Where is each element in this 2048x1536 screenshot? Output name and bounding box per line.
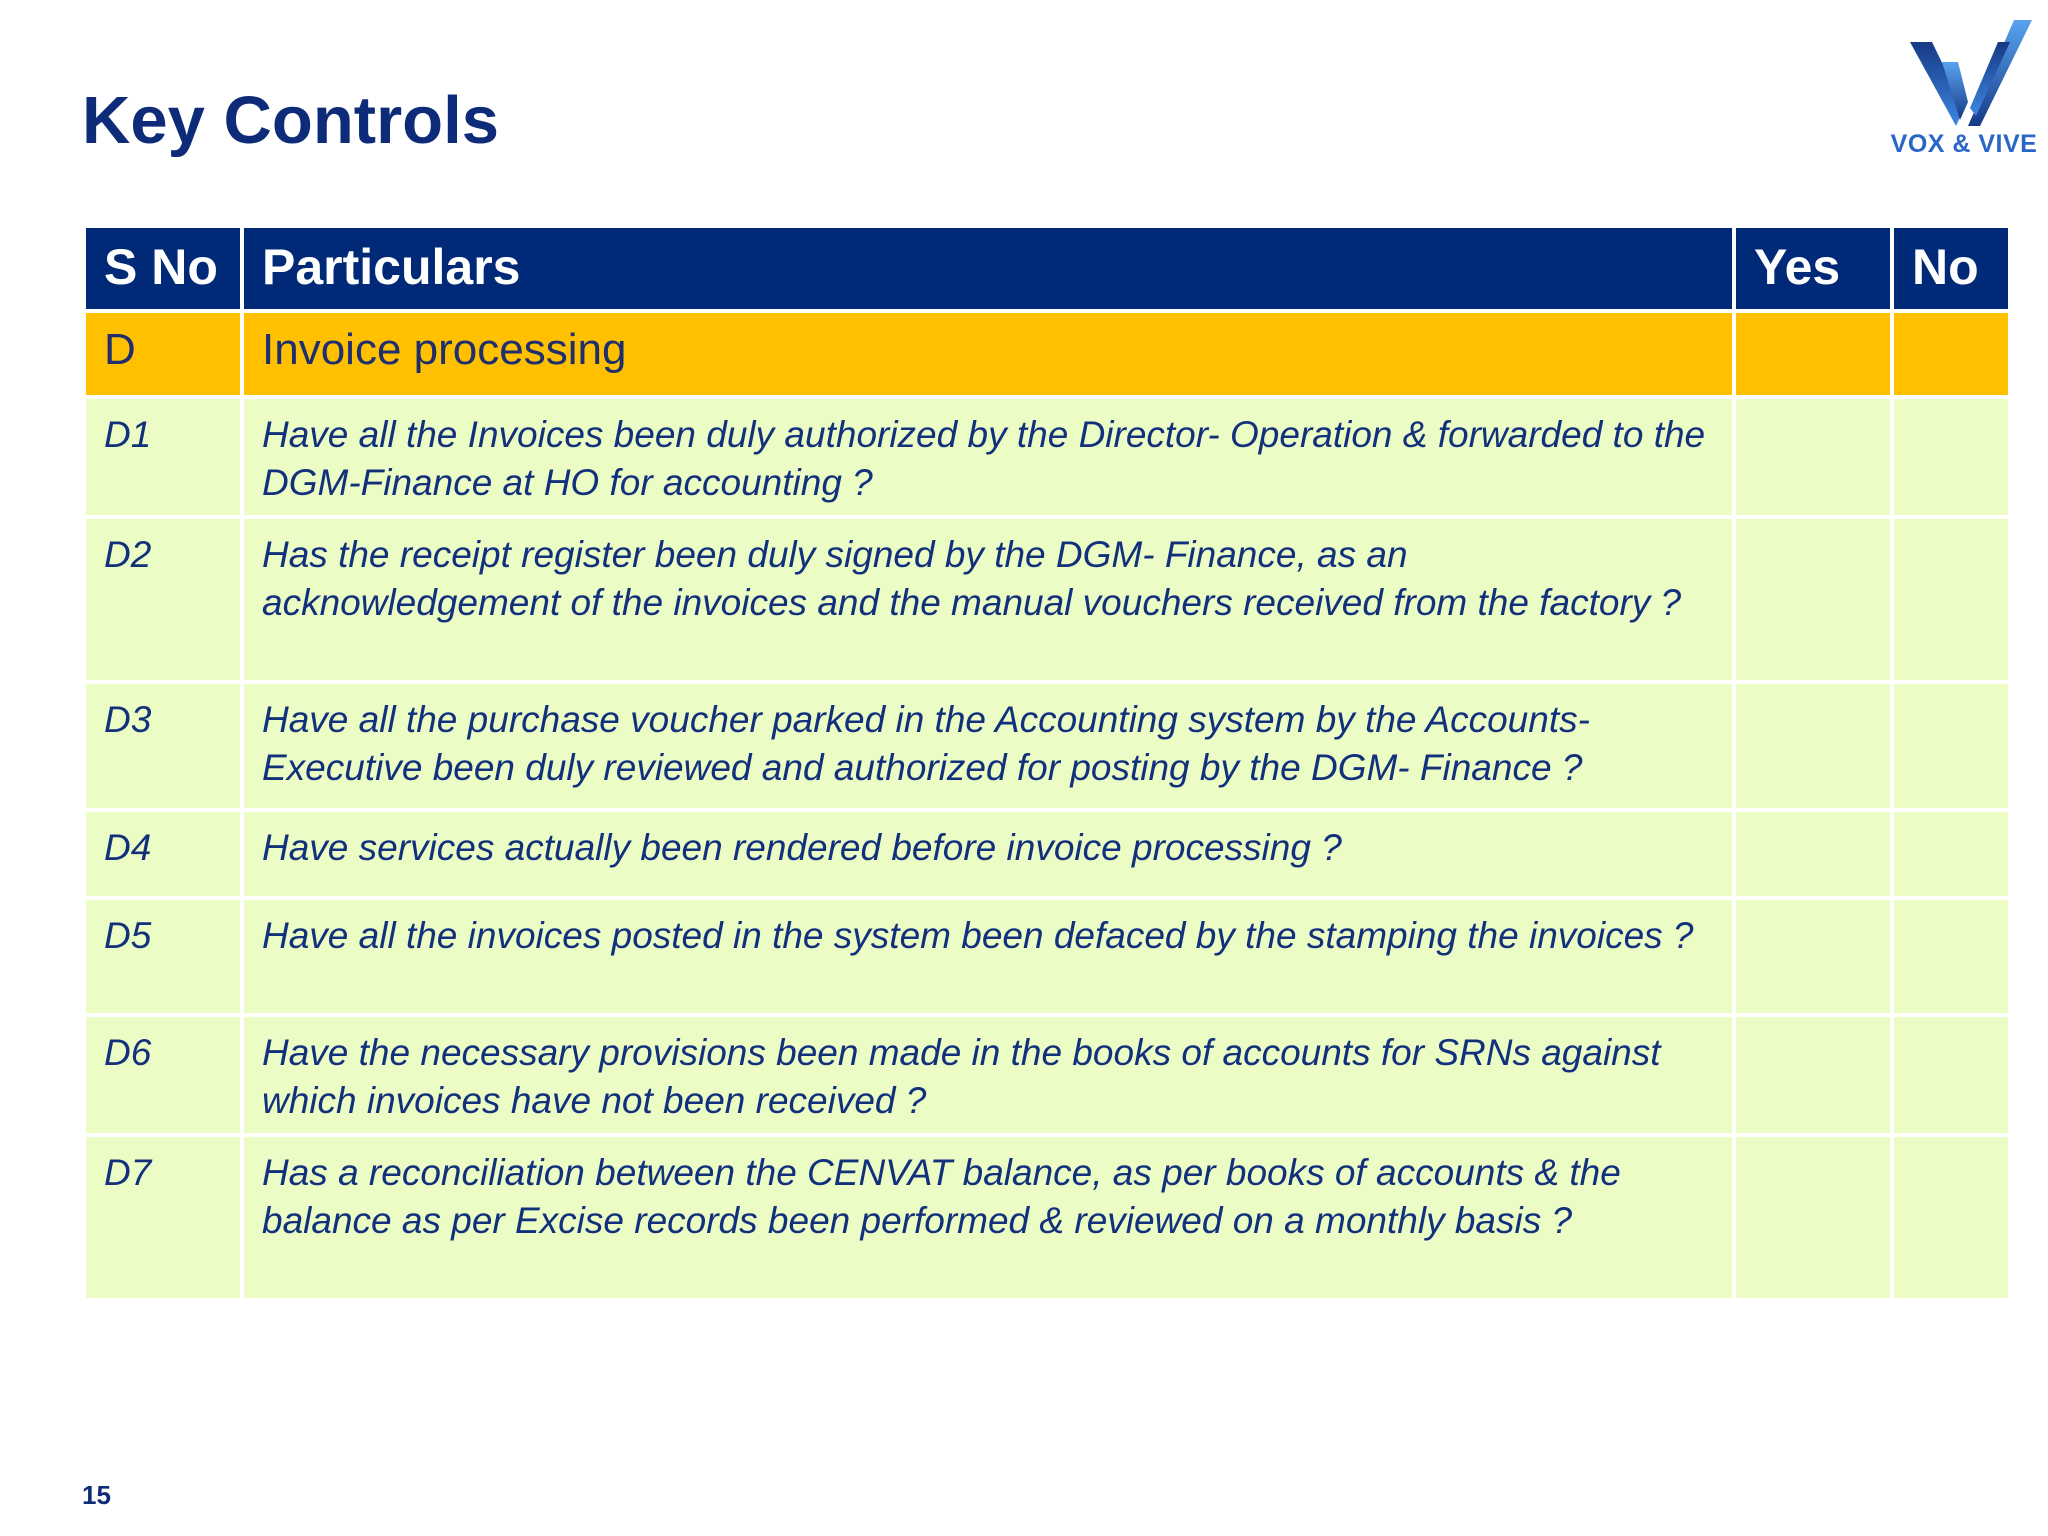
- row-yes-cell: [1734, 1135, 1892, 1300]
- row-sno: D7: [84, 1135, 242, 1300]
- header-yes: Yes: [1734, 226, 1892, 311]
- table-row: [84, 397, 2010, 517]
- header-particulars: Particulars: [242, 226, 1734, 311]
- row-no-cell: [1892, 898, 2010, 1015]
- table-row: [84, 517, 2010, 682]
- logo-text: VOX & VIVE: [1890, 130, 2038, 158]
- row-yes-cell: [1734, 810, 1892, 898]
- section-sno: D: [84, 311, 242, 397]
- row-no-cell: [1892, 810, 2010, 898]
- key-controls-table: [82, 224, 2012, 1302]
- table-row: [84, 1135, 2010, 1300]
- row-particulars: Have all the Invoices been duly authorized by the Director- Operation & forwarded to the DGM-Finance at HO for accounting ?: [242, 397, 1734, 517]
- table-row: [84, 1015, 2010, 1135]
- row-sno: D3: [84, 682, 242, 810]
- row-sno: D1: [84, 397, 242, 517]
- row-no-cell: [1892, 517, 2010, 682]
- row-particulars: Has a reconciliation between the CENVAT balance, as per books of accounts & the balance as per Excise records been performed & reviewed on a monthly basis ?: [242, 1135, 1734, 1300]
- slide-title: Key Controls: [82, 83, 499, 158]
- section-yes-cell: [1734, 311, 1892, 397]
- row-yes-cell: [1734, 1015, 1892, 1135]
- row-no-cell: [1892, 397, 2010, 517]
- row-particulars: Have all the purchase voucher parked in the Accounting system by the Accounts-Executive been duly reviewed and authorized for posting by the DGM- Finance ?: [242, 682, 1734, 810]
- vox-vive-logo: [1880, 16, 2048, 166]
- row-no-cell: [1892, 682, 2010, 810]
- row-sno: D4: [84, 810, 242, 898]
- table-header-row: [84, 226, 2010, 311]
- table-row: [84, 898, 2010, 1015]
- section-no-cell: [1892, 311, 2010, 397]
- header-sno: S No: [84, 226, 242, 311]
- row-yes-cell: [1734, 397, 1892, 517]
- row-particulars: Have services actually been rendered before invoice processing ?: [242, 810, 1734, 898]
- section-particulars: Invoice processing: [242, 311, 1734, 397]
- row-no-cell: [1892, 1015, 2010, 1135]
- row-no-cell: [1892, 1135, 2010, 1300]
- page-number: 15: [82, 1480, 111, 1510]
- row-sno: D6: [84, 1015, 242, 1135]
- row-particulars: Has the receipt register been duly signed by the DGM- Finance, as an acknowledgement of the invoices and the manual vouchers received from the factory ?: [242, 517, 1734, 682]
- table-row: [84, 810, 2010, 898]
- row-yes-cell: [1734, 898, 1892, 1015]
- row-sno: D2: [84, 517, 242, 682]
- row-yes-cell: [1734, 517, 1892, 682]
- table-row: [84, 682, 2010, 810]
- header-no: No: [1892, 226, 2010, 311]
- row-sno: D5: [84, 898, 242, 1015]
- section-row: [84, 311, 2010, 397]
- row-particulars: Have the necessary provisions been made in the books of accounts for SRNs against which invoices have not been received ?: [242, 1015, 1734, 1135]
- row-particulars: Have all the invoices posted in the system been defaced by the stamping the invoices ?: [242, 898, 1734, 1015]
- row-yes-cell: [1734, 682, 1892, 810]
